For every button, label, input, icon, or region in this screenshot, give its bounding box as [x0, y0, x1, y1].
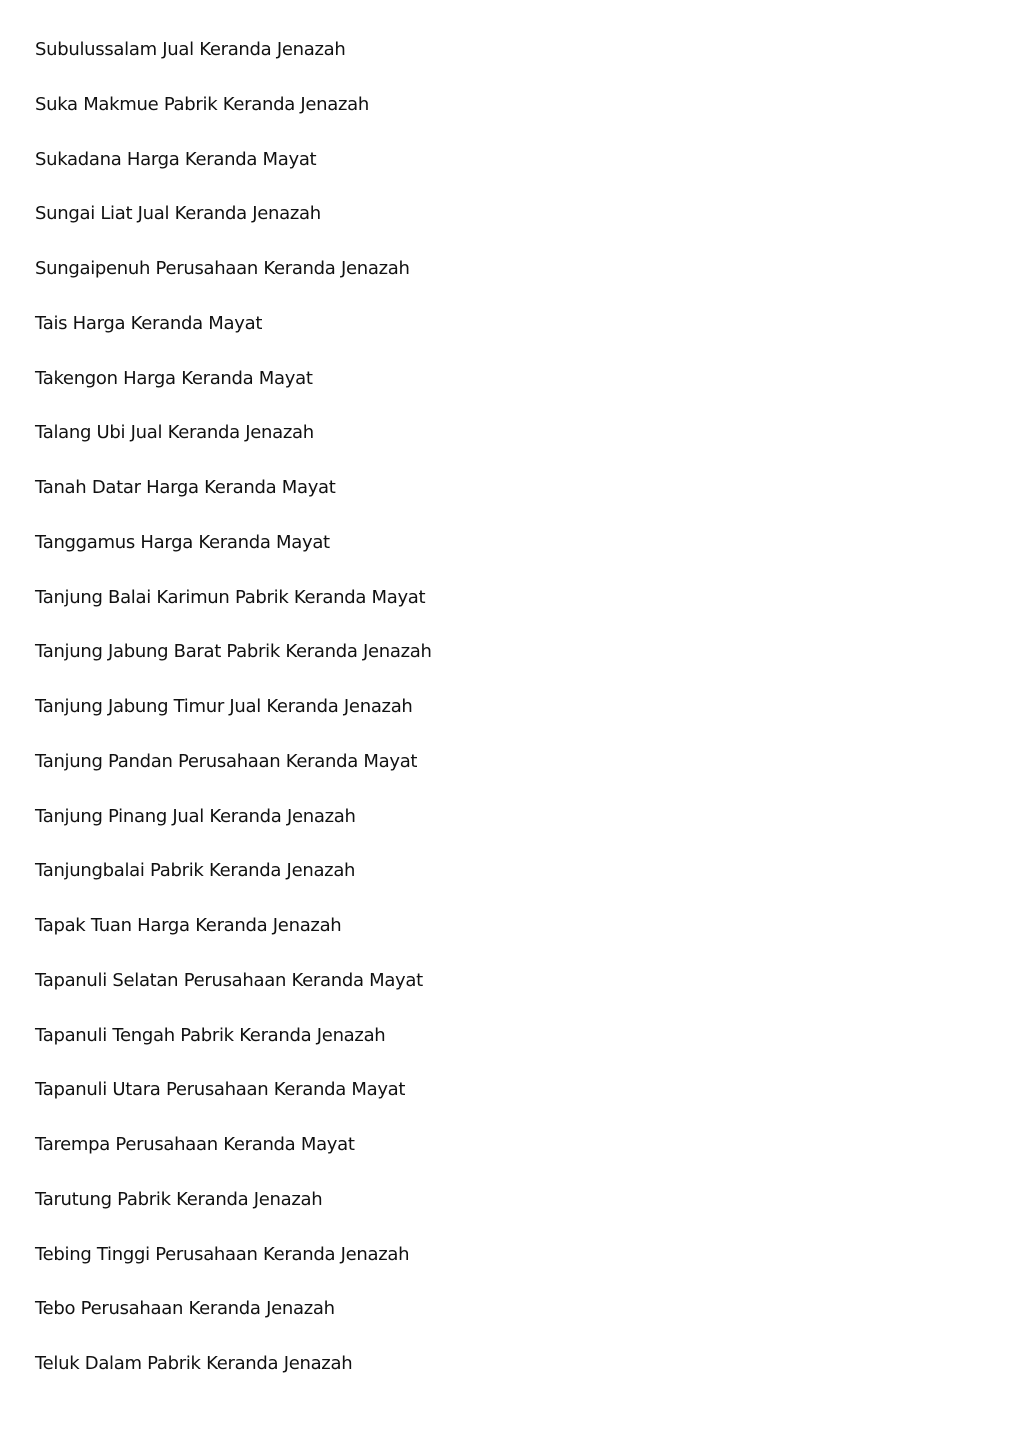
- list-link[interactable]: Tanggamus Harga Keranda Mayat: [35, 531, 330, 553]
- list-item: [35, 254, 1024, 309]
- list-link[interactable]: Tanjung Jabung Barat Pabrik Keranda Jenazah: [35, 641, 432, 663]
- list-link[interactable]: Takengon Harga Keranda Mayat: [35, 367, 313, 389]
- list-link[interactable]: Subulussalam Jual Keranda Jenazah: [35, 39, 346, 60]
- list-item: [35, 856, 1024, 911]
- list-link[interactable]: Teluk Dalam Pabrik Keranda Jenazah: [35, 1353, 353, 1374]
- list-item: [35, 1021, 1024, 1076]
- list-item: [35, 528, 1024, 583]
- list-link[interactable]: Tanah Datar Harga Keranda Mayat: [35, 477, 336, 498]
- list-item: [35, 418, 1024, 473]
- list-link[interactable]: Sukadana Harga Keranda Mayat: [35, 148, 317, 170]
- list-item: [35, 637, 1024, 692]
- link-list: [35, 35, 1024, 1404]
- list-item: [35, 1349, 1024, 1404]
- list-link[interactable]: Tebo Perusahaan Keranda Jenazah: [35, 1298, 335, 1320]
- list-link[interactable]: Tebing Tinggi Perusahaan Keranda Jenazah: [35, 1243, 410, 1265]
- list-link[interactable]: Tanjung Balai Karimun Pabrik Keranda Mayat: [35, 586, 426, 608]
- list-item: [35, 145, 1024, 200]
- list-item: [35, 1075, 1024, 1130]
- list-item: [35, 1240, 1024, 1295]
- list-item: [35, 1130, 1024, 1185]
- list-item: [35, 1294, 1024, 1349]
- list-item: [35, 199, 1024, 254]
- list-link[interactable]: Sungaipenuh Perusahaan Keranda Jenazah: [35, 258, 410, 279]
- list-link[interactable]: Tais Harga Keranda Mayat: [35, 312, 263, 334]
- list-link[interactable]: Tapanuli Selatan Perusahaan Keranda Mayat: [35, 969, 423, 991]
- list-item: [35, 1185, 1024, 1240]
- list-item: [35, 583, 1024, 638]
- list-item: [35, 473, 1024, 528]
- list-link[interactable]: Tarutung Pabrik Keranda Jenazah: [35, 1188, 323, 1210]
- list-item: [35, 966, 1024, 1021]
- list-link[interactable]: Talang Ubi Jual Keranda Jenazah: [35, 422, 314, 444]
- list-item: [35, 692, 1024, 747]
- list-link[interactable]: Tanjungbalai Pabrik Keranda Jenazah: [35, 860, 356, 882]
- list-item: [35, 309, 1024, 364]
- list-item: [35, 35, 1024, 90]
- list-link[interactable]: Tanjung Jabung Timur Jual Keranda Jenazah: [35, 696, 413, 717]
- list-link[interactable]: Tapanuli Tengah Pabrik Keranda Jenazah: [35, 1024, 386, 1046]
- list-link[interactable]: Tarempa Perusahaan Keranda Mayat: [35, 1134, 355, 1155]
- list-link[interactable]: Tapak Tuan Harga Keranda Jenazah: [35, 915, 342, 936]
- list-item: [35, 802, 1024, 857]
- list-item: [35, 90, 1024, 145]
- list-item: [35, 747, 1024, 802]
- list-link[interactable]: Tanjung Pandan Perusahaan Keranda Mayat: [35, 750, 418, 772]
- list-link[interactable]: Tanjung Pinang Jual Keranda Jenazah: [35, 805, 356, 827]
- list-link[interactable]: Sungai Liat Jual Keranda Jenazah: [35, 203, 321, 225]
- list-link[interactable]: Tapanuli Utara Perusahaan Keranda Mayat: [35, 1079, 406, 1101]
- list-item: [35, 911, 1024, 966]
- list-link[interactable]: Suka Makmue Pabrik Keranda Jenazah: [35, 93, 369, 115]
- list-item: [35, 364, 1024, 419]
